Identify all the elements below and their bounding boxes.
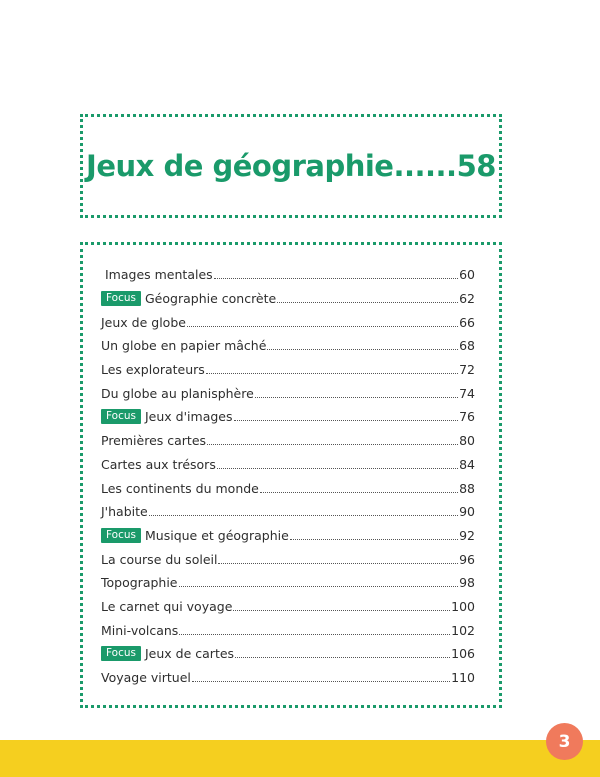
- toc-entry-label: Les continents du monde: [101, 480, 259, 496]
- toc-entry-label: Premières cartes: [101, 433, 207, 449]
- toc-entry-label: Le carnet qui voyage: [101, 598, 233, 614]
- focus-badge: Focus: [101, 646, 141, 661]
- toc-entry-label: Voyage virtuel: [101, 670, 191, 686]
- toc-entry[interactable]: [101, 263, 475, 287]
- toc-entry[interactable]: [101, 524, 475, 548]
- dot-leader: [218, 563, 458, 564]
- toc-entry-page: 84: [459, 456, 475, 472]
- dot-leader: [179, 586, 459, 587]
- toc-entry[interactable]: [101, 381, 475, 405]
- toc-entry-label: Géographie concrète: [145, 291, 277, 307]
- toc-entry[interactable]: [101, 310, 475, 334]
- section-title-box: [80, 114, 502, 218]
- toc-entry-page: 74: [459, 385, 475, 401]
- toc-entry[interactable]: [101, 500, 475, 524]
- toc-entry-label: Jeux d'images: [145, 409, 233, 425]
- toc-entry[interactable]: [101, 405, 475, 429]
- toc-entry-page: 102: [451, 622, 475, 638]
- toc-entry-page: 96: [459, 551, 475, 567]
- dot-leader: [206, 373, 458, 374]
- toc-entry-page: 100: [451, 598, 475, 614]
- dot-leader: [214, 278, 458, 279]
- toc-entry-page: 90: [459, 504, 475, 520]
- toc-entry-label: Jeux de cartes: [145, 646, 235, 662]
- toc-entry[interactable]: [101, 287, 475, 311]
- dot-leader: [179, 634, 450, 635]
- table-of-contents: [80, 242, 502, 708]
- toc-entry-page: 98: [459, 575, 475, 591]
- toc-entry-label: J'habite: [101, 504, 148, 520]
- toc-entry[interactable]: [101, 666, 475, 690]
- toc-list: [101, 263, 475, 689]
- dot-leader: [260, 492, 458, 493]
- toc-entry-page: 68: [459, 338, 475, 354]
- toc-entry-page: 110: [451, 670, 475, 686]
- toc-entry[interactable]: [101, 547, 475, 571]
- toc-entry-label: Images mentales: [105, 267, 213, 283]
- toc-entry-page: 88: [459, 480, 475, 496]
- page-number: 3: [558, 731, 571, 752]
- section-title: Jeux de géographie......58: [86, 149, 496, 183]
- toc-entry-label: Cartes aux trésors: [101, 456, 216, 472]
- toc-entry-label: Du globe au planisphère: [101, 385, 254, 401]
- toc-entry-label: La course du soleil: [101, 551, 218, 567]
- dot-leader: [235, 657, 450, 658]
- toc-entry-page: 62: [459, 291, 475, 307]
- page-number-badge: [546, 723, 583, 760]
- toc-entry[interactable]: [101, 595, 475, 619]
- dot-leader: [149, 515, 458, 516]
- dot-leader: [255, 397, 458, 398]
- toc-entry-page: 60: [459, 267, 475, 283]
- dot-leader: [192, 681, 450, 682]
- footer-band: [0, 740, 600, 777]
- toc-entry-page: 76: [459, 409, 475, 425]
- dot-leader: [207, 444, 458, 445]
- dot-leader: [290, 539, 458, 540]
- toc-entry[interactable]: [101, 618, 475, 642]
- dot-leader: [233, 610, 450, 611]
- toc-entry-label: Mini-volcans: [101, 622, 179, 638]
- dot-leader: [267, 349, 458, 350]
- toc-entry-page: 106: [451, 646, 475, 662]
- toc-entry-label: Les explorateurs: [101, 362, 205, 378]
- dot-leader: [277, 302, 458, 303]
- toc-entry[interactable]: [101, 334, 475, 358]
- toc-entry[interactable]: [101, 642, 475, 666]
- toc-entry-page: 92: [459, 527, 475, 543]
- focus-badge: Focus: [101, 291, 141, 306]
- dot-leader: [234, 420, 459, 421]
- toc-entry-page: 80: [459, 433, 475, 449]
- toc-entry[interactable]: [101, 571, 475, 595]
- toc-entry-label: Topographie: [101, 575, 178, 591]
- focus-badge: Focus: [101, 409, 141, 424]
- toc-entry-page: 72: [459, 362, 475, 378]
- dot-leader: [217, 468, 458, 469]
- toc-entry[interactable]: [101, 358, 475, 382]
- dot-leader: [187, 326, 458, 327]
- focus-badge: Focus: [101, 528, 141, 543]
- toc-entry[interactable]: [101, 453, 475, 477]
- toc-entry-label: Un globe en papier mâché: [101, 338, 267, 354]
- toc-entry-label: Musique et géographie: [145, 527, 289, 543]
- toc-entry[interactable]: [101, 476, 475, 500]
- toc-entry[interactable]: [101, 429, 475, 453]
- toc-entry-label: Jeux de globe: [101, 314, 186, 330]
- toc-entry-page: 66: [459, 314, 475, 330]
